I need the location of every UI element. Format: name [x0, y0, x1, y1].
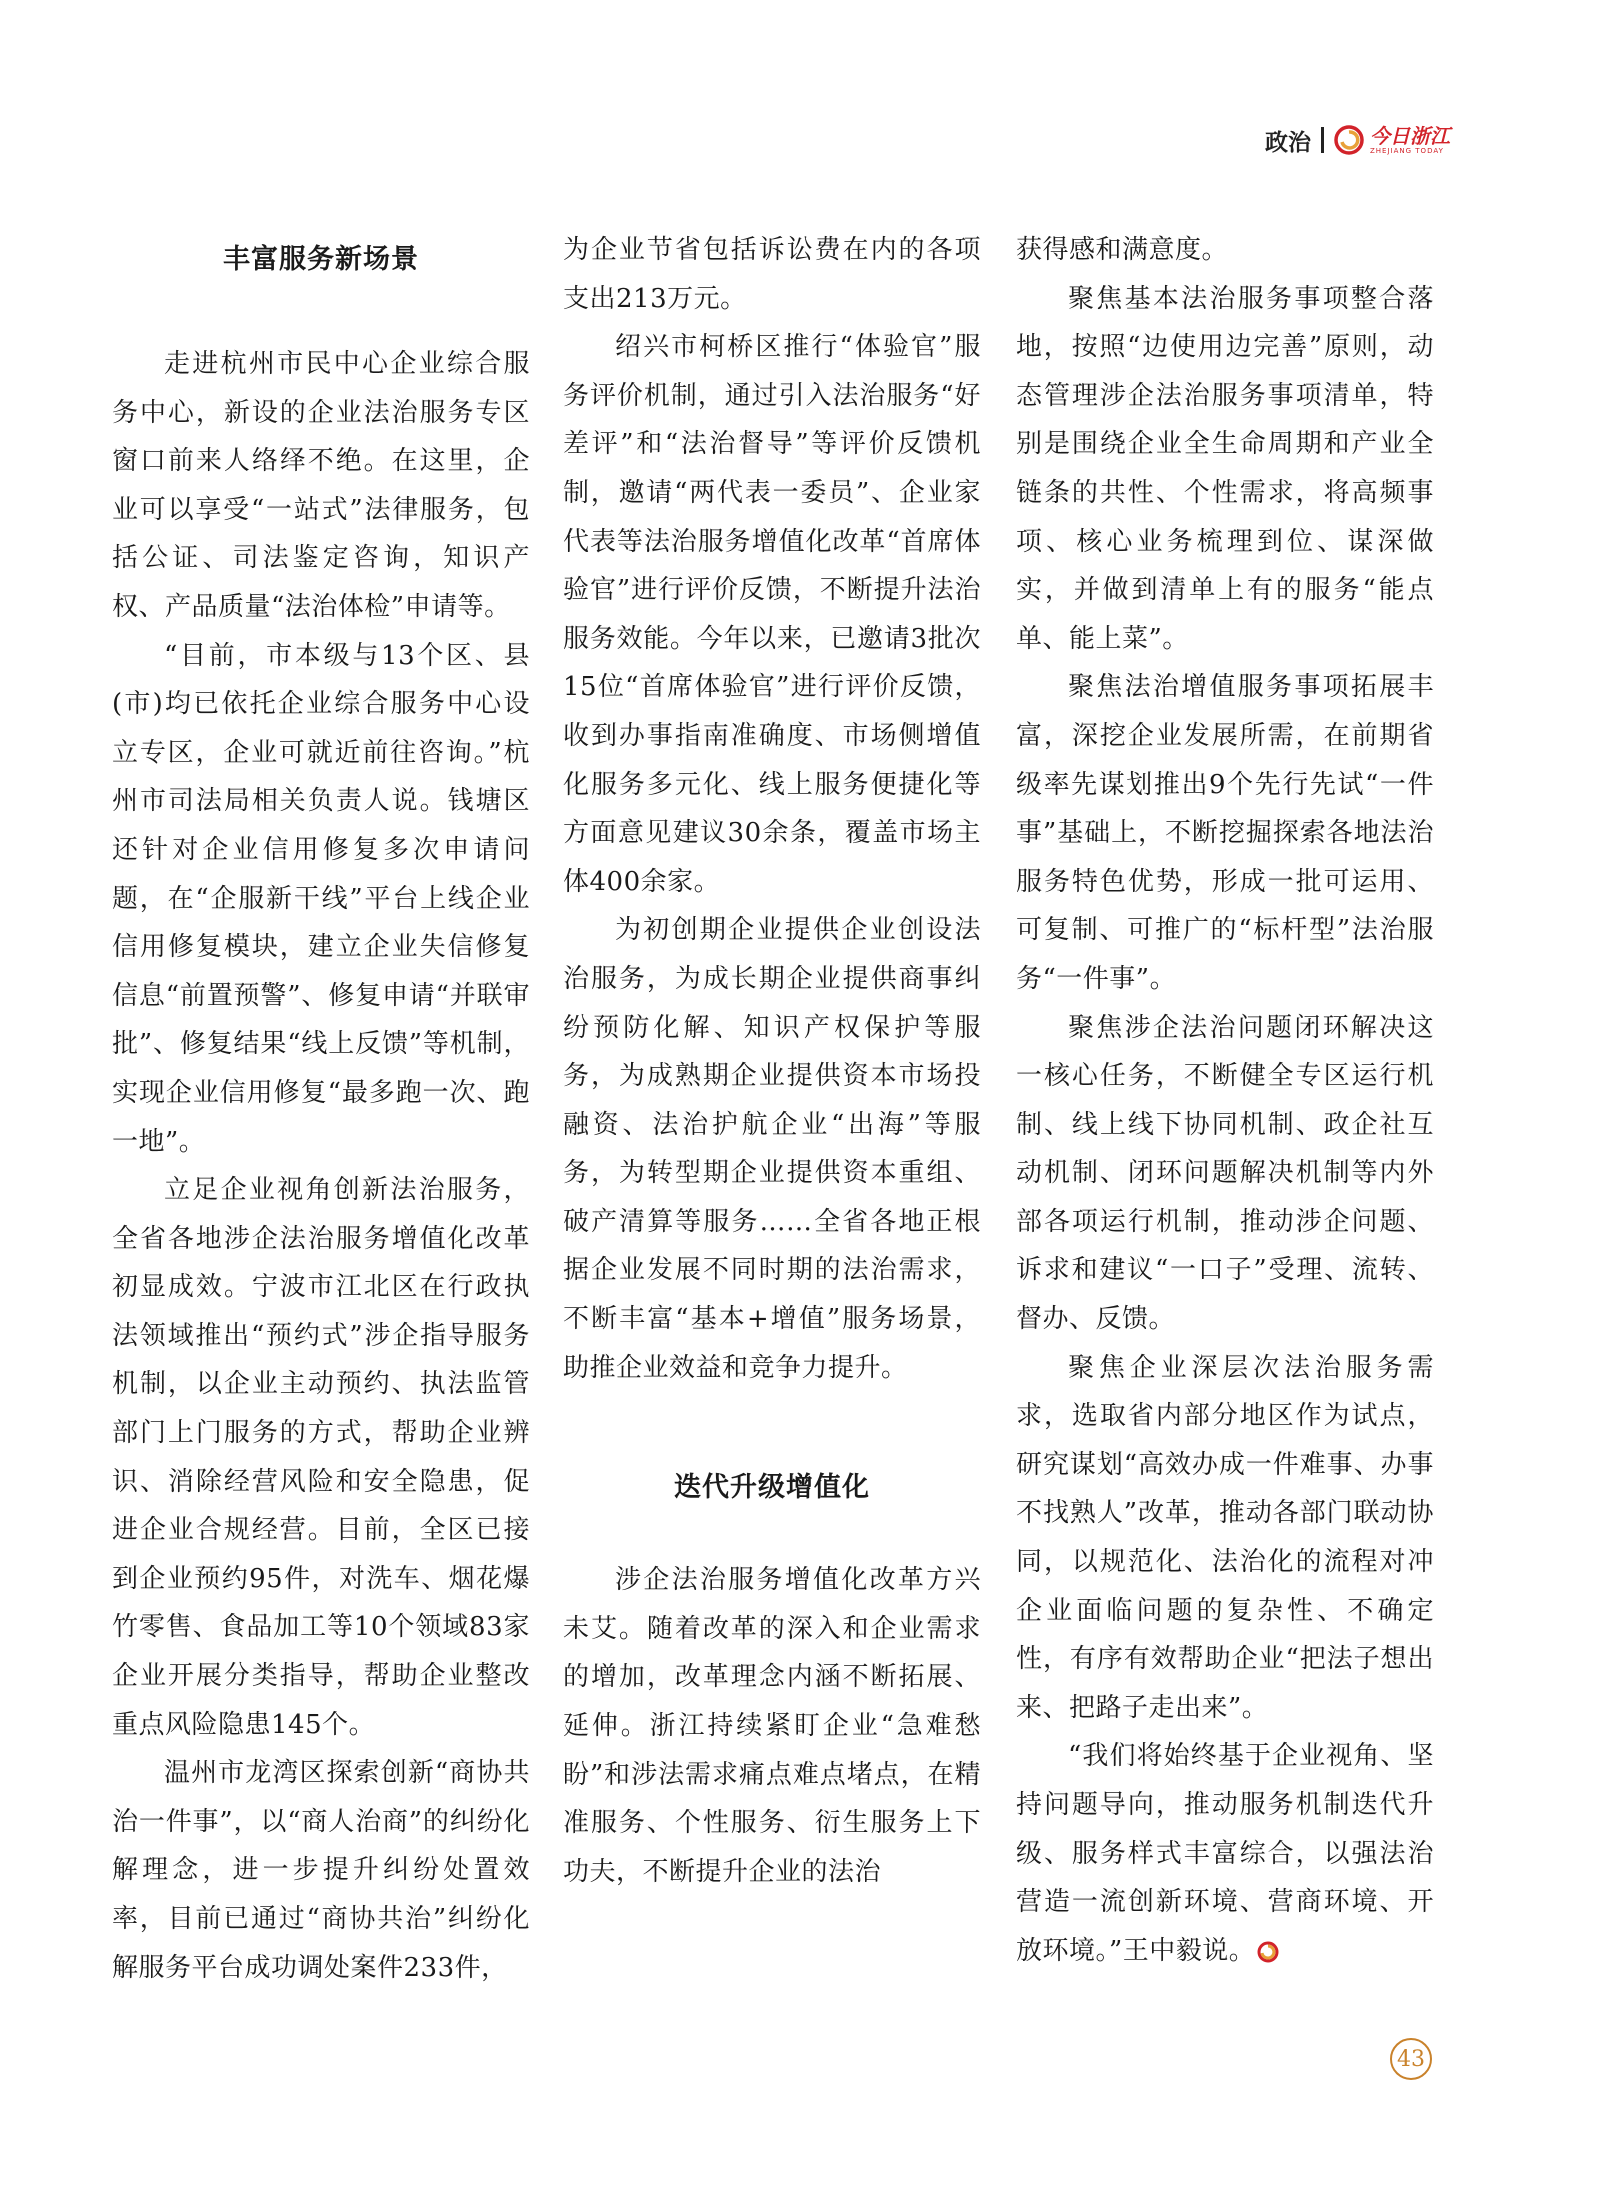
header-divider — [1321, 127, 1324, 153]
paragraph: 涉企法治服务增值化改革方兴未艾。随着改革的深入和企业需求的增加，改革理念内涵不断拓展、延伸。浙江持续紧盯企业“急难愁盼”和涉法需求痛点难点堵点，在精准服务、个性服务、衍生服务上下功夫，不断提升企业的法治 — [563, 1565, 981, 1887]
paragraph: 走进杭州市民中心企业综合服务中心，新设的企业法治服务专区窗口前来人络绎不绝。在这里，企业可以享受“一站式”法律服务，包括公证、司法鉴定咨询，知识产权、产品质量“法治体检”申请等。 — [112, 349, 530, 622]
brand-logo — [1334, 125, 1450, 155]
end-of-article-icon — [1257, 1941, 1279, 1963]
paragraph-text: “我们将始终基于企业视角、坚持问题导向，推动服务机制迭代升级、服务样式丰富综合，以强法治营造一流创新环境、营商环境、开放环境。”王中毅说。 — [1016, 1741, 1434, 1966]
section-heading: 迭代升级增值化 — [674, 1472, 870, 1504]
paragraph: 立足企业视角创新法治服务，全省各地涉企法治服务增值化改革初显成效。宁波市江北区在行政执法领域推出“预约式”涉企指导服务机制，以企业主动预约、执法监管部门上门服务的方式，帮助企业辨识、消除经营风险和安全隐患，促进企业合规经营。目前，全区已接到企业预约95件，对洗车、烟花爆竹零售、食品加工等10个领域83家企业开展分类指导，帮助企业整改重点风险隐患145个。 — [112, 1175, 530, 1740]
section-label: 政治 — [1265, 129, 1311, 156]
brand-name-en: ZHEJIANG TODAY — [1370, 146, 1444, 155]
paragraph: 聚焦基本法治服务事项整合落地，按照“边使用边完善”原则，动态管理涉企法治服务事项清单，特别是围绕企业全生命周期和产业全链条的共性、个性需求，将高频事项、核心业务梳理到位、谋深做实，并做到清单上有的服务“能点单、能上菜”。 — [1016, 283, 1434, 654]
brand-swirl-icon — [1334, 125, 1364, 155]
article-column-3 — [1016, 226, 1434, 1975]
paragraph: 温州市龙湾区探索创新“商协共治一件事”，以“商人治商”的纠纷化解理念，进一步提升纠纷处置效率，目前已通过“商协共治”纠纷化解服务平台成功调处案件233件， — [112, 1758, 530, 1983]
section-heading: 丰富服务新场景 — [223, 244, 419, 275]
paragraph: 为企业节省包括诉讼费在内的各项支出213万元。 — [563, 235, 981, 314]
paragraph: 为初创期企业提供企业创设法治服务，为成长期企业提供商事纠纷预防化解、知识产权保护等服务，为成熟期企业提供资本市场投融资、法治护航企业“出海”等服务，为转型期企业提供资本重组、破产清算等服务……全省各地正根据企业发展不同时期的法治需求，不断丰富“基本+增值”服务场景，助推企业效益和竞争力提升。 — [563, 915, 981, 1383]
paragraph: “目前，市本级与13个区、县(市)均已依托企业综合服务中心设立专区，企业可就近前往咨询。”杭州市司法局相关负责人说。钱塘区还针对企业信用修复多次申请问题，在“企服新干线”平台上线企业信用修复模块，建立企业失信修复信息“前置预警”、修复申请“并联审批”、修复结果“线上反馈”等机制，实现企业信用修复“最多跑一次、跑一地”。 — [112, 640, 530, 1157]
page-header — [1265, 120, 1450, 160]
brand-name: 今日浙江 — [1370, 123, 1450, 148]
paragraph: 绍兴市柯桥区推行“体验官”服务评价机制，通过引入法治服务“好差评”和“法治督导”等评价反馈机制，邀请“两代表一委员”、企业家代表等法治服务增值化改革“首席体验官”进行评价反馈，不断提升法治服务效能。今年以来，已邀请3批次15位“首席体验官”进行评价反馈，收到办事指南准确度、市场侧增值化服务多元化、线上服务便捷化等方面意见建议30余条，覆盖市场主体400余家。 — [563, 332, 981, 897]
last-paragraph — [1016, 1732, 1434, 1975]
article-column-2 — [563, 226, 981, 1896]
paragraph: 获得感和满意度。 — [1016, 235, 1229, 265]
paragraph: 聚焦法治增值服务事项拓展丰富，深挖企业发展所需，在前期省级率先谋划推出9个先行先试“一件事”基础上，不断挖掘探索各地法治服务特色优势，形成一批可运用、可复制、可推广的“标杆型”法治服务“一件事”。 — [1016, 672, 1434, 994]
article-column-1 — [112, 226, 530, 1992]
paragraph: 聚焦涉企法治问题闭环解决这一核心任务，不断健全专区运行机制、线上线下协同机制、政企社互动机制、闭环问题解决机制等内外部各项运行机制，推动涉企问题、诉求和建议“一口子”受理、流转、督办、反馈。 — [1016, 1012, 1434, 1335]
paragraph: 聚焦企业深层次法治服务需求，选取省内部分地区作为试点，研究谋划“高效办成一件难事、办事不找熟人”改革，推动各部门联动协同，以规范化、法治化的流程对冲企业面临问题的复杂性、不确定性，有序有效帮助企业“把法子想出来、把路子走出来”。 — [1016, 1352, 1434, 1723]
page-number: 43 — [1390, 2038, 1432, 2080]
